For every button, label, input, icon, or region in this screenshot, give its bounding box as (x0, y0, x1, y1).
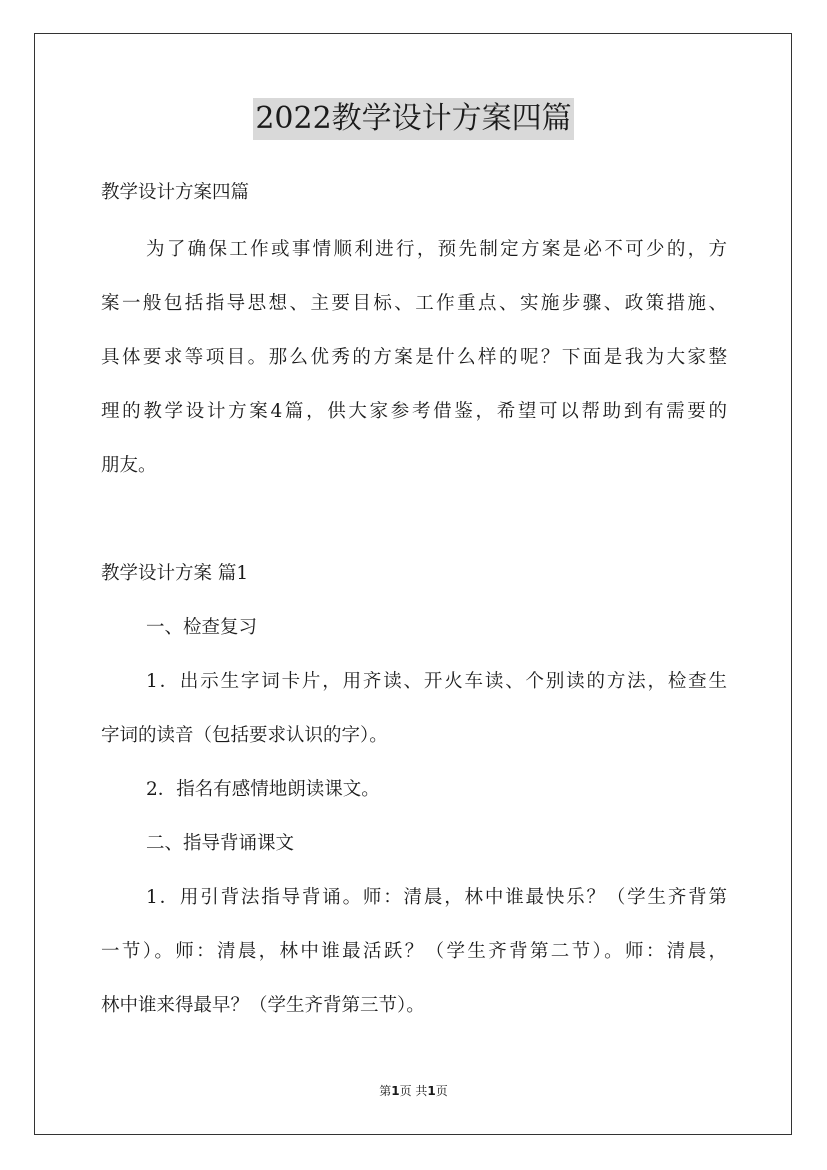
part1-heading: 一、检查复习 (146, 617, 258, 638)
footer-page-total: 1 (427, 1084, 436, 1098)
part1-item1-line-2: 字词的读音（包括要求认识的字）。 (101, 725, 388, 746)
page-footer (0, 1083, 827, 1099)
part1-item2: 2．指名有感情地朗读课文。 (146, 779, 380, 800)
section-heading: 教学设计方案 篇1 (101, 563, 249, 584)
part2-heading: 二、指导背诵课文 (146, 833, 295, 854)
intro-line-1: 为了确保工作或事情顺利进行，预先制定方案是必不可少的，方 (146, 239, 727, 260)
part2-item1-line-2: 一节）。师：清晨，林中谁最活跃？（学生齐背第二节）。师：清晨， (101, 941, 727, 962)
footer-prefix: 第 (379, 1084, 392, 1098)
footer-suffix: 页 (435, 1084, 448, 1098)
footer-mid: 页 共 (399, 1084, 428, 1098)
intro-line-4: 理的教学设计方案4篇，供大家参考借鉴，希望可以帮助到有需要的 (101, 401, 727, 422)
title-container (0, 98, 827, 140)
document-title: 2022教学设计方案四篇 (253, 98, 573, 140)
part2-item1-line-3: 林中谁来得最早？（学生齐背第三节）。 (101, 995, 425, 1016)
part1-item1-line-1: 1．出示生字词卡片，用齐读、开火车读、个别读的方法，检查生 (146, 671, 727, 692)
intro-line-5: 朋友。 (101, 455, 157, 476)
part2-item1-line-1: 1．用引背法指导背诵。师：清晨，林中谁最快乐？（学生齐背第 (146, 887, 727, 908)
footer-page-current: 1 (391, 1084, 400, 1098)
document-subtitle: 教学设计方案四篇 (101, 182, 250, 203)
intro-line-2: 案一般包括指导思想、主要目标、工作重点、实施步骤、政策措施、 (101, 293, 727, 314)
intro-line-3: 具体要求等项目。那么优秀的方案是什么样的呢？下面是我为大家整 (101, 347, 727, 368)
